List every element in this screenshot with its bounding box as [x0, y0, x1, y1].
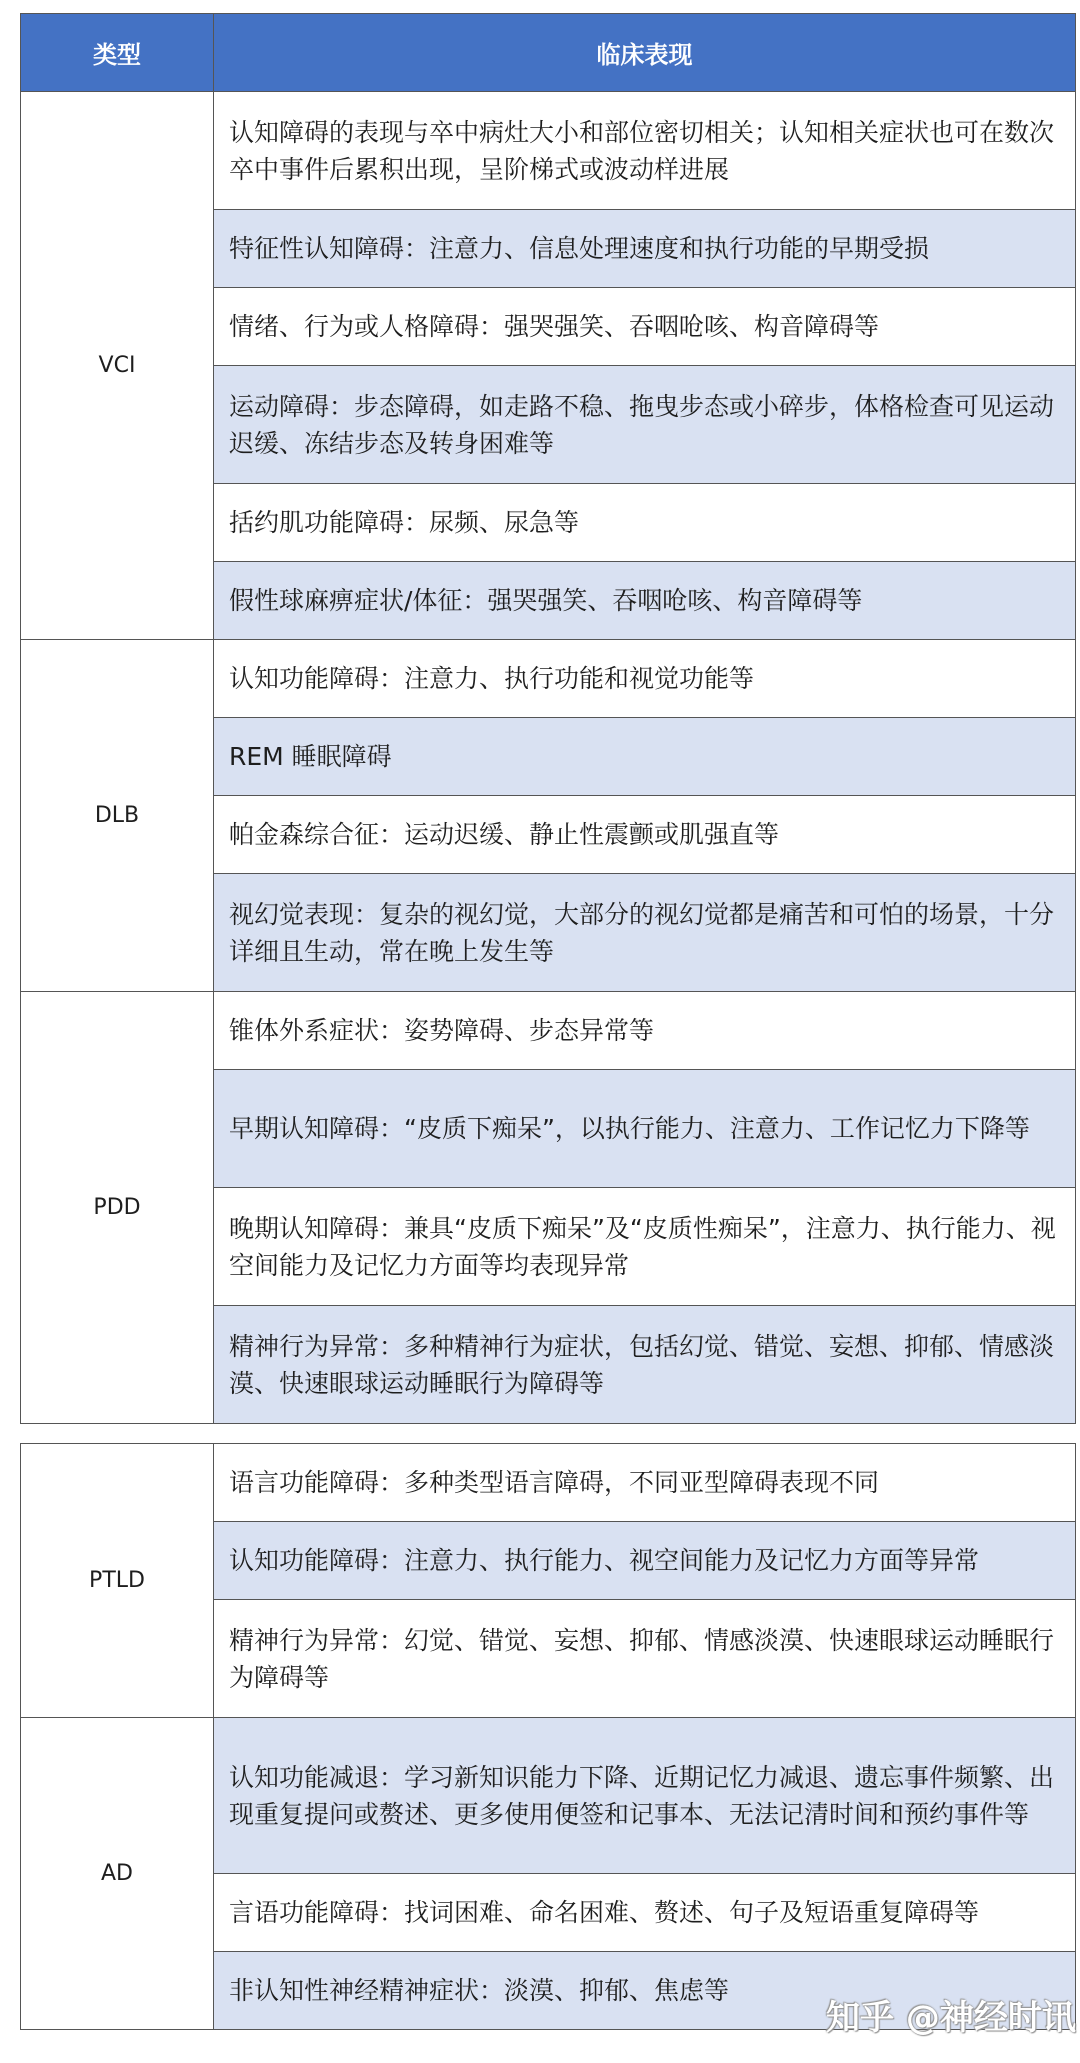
manifestation-cell: 早期认知障碍：“皮质下痴呆”，以执行能力、注意力、工作记忆力下降等	[214, 1070, 1076, 1188]
manifestation-cell: 括约肌功能障碍：尿频、尿急等	[214, 484, 1076, 562]
manifestation-cell: 认知功能障碍：注意力、执行功能和视觉功能等	[214, 640, 1076, 718]
table-header-row	[21, 14, 1076, 92]
header-type: 类型	[21, 14, 214, 92]
table-row	[21, 992, 1076, 1070]
manifestation-cell: 精神行为异常：多种精神行为症状，包括幻觉、错觉、妄想、抑郁、情感淡漠、快速眼球运动睡眠行为障碍等	[214, 1306, 1076, 1424]
type-cell-pdd: PDD	[21, 992, 214, 1424]
manifestation-cell: 认知障碍的表现与卒中病灶大小和部位密切相关；认知相关症状也可在数次卒中事件后累积出现，呈阶梯式或波动样进展	[214, 92, 1076, 210]
manifestation-cell: 认知功能减退：学习新知识能力下降、近期记忆力减退、遗忘事件频繁、出现重复提问或赘述、更多使用便签和记事本、无法记清时间和预约事件等	[214, 1718, 1076, 1874]
table-row	[21, 640, 1076, 718]
type-cell-ad: AD	[21, 1718, 214, 2030]
manifestation-cell: 情绪、行为或人格障碍：强哭强笑、吞咽呛咳、构音障碍等	[214, 288, 1076, 366]
table-row	[21, 1444, 1076, 1522]
table-row	[21, 92, 1076, 210]
header-manifestation: 临床表现	[214, 14, 1076, 92]
manifestation-cell: 视幻觉表现：复杂的视幻觉，大部分的视幻觉都是痛苦和可怕的场景，十分详细且生动，常在晚上发生等	[214, 874, 1076, 992]
symptom-table-part-2	[20, 1443, 1076, 2030]
type-cell-ptld: PTLD	[21, 1444, 214, 1718]
watermark: 知乎 @神经时讯	[826, 1998, 1076, 2038]
manifestation-cell: 非认知性神经精神症状：淡漠、抑郁、焦虑等	[214, 1952, 1076, 2030]
manifestation-cell: 言语功能障碍：找词困难、命名困难、赘述、句子及短语重复障碍等	[214, 1874, 1076, 1952]
manifestation-cell: 认知功能障碍：注意力、执行能力、视空间能力及记忆力方面等异常	[214, 1522, 1076, 1600]
manifestation-cell: 精神行为异常：幻觉、错觉、妄想、抑郁、情感淡漠、快速眼球运动睡眠行为障碍等	[214, 1600, 1076, 1718]
symptom-table-part-1	[20, 13, 1076, 1424]
manifestation-cell: 语言功能障碍：多种类型语言障碍，不同亚型障碍表现不同	[214, 1444, 1076, 1522]
type-cell-vci: VCI	[21, 92, 214, 640]
manifestation-cell: 晚期认知障碍：兼具“皮质下痴呆”及“皮质性痴呆”，注意力、执行能力、视空间能力及记忆力方面等均表现异常	[214, 1188, 1076, 1306]
manifestation-cell: 帕金森综合征：运动迟缓、静止性震颤或肌强直等	[214, 796, 1076, 874]
manifestation-cell: REM 睡眠障碍	[214, 718, 1076, 796]
type-cell-dlb: DLB	[21, 640, 214, 992]
manifestation-cell: 运动障碍：步态障碍，如走路不稳、拖曳步态或小碎步，体格检查可见运动迟缓、冻结步态及转身困难等	[214, 366, 1076, 484]
manifestation-cell: 特征性认知障碍：注意力、信息处理速度和执行功能的早期受损	[214, 210, 1076, 288]
manifestation-cell: 锥体外系症状：姿势障碍、步态异常等	[214, 992, 1076, 1070]
table-row	[21, 1718, 1076, 1874]
manifestation-cell: 假性球麻痹症状/体征：强哭强笑、吞咽呛咳、构音障碍等	[214, 562, 1076, 640]
